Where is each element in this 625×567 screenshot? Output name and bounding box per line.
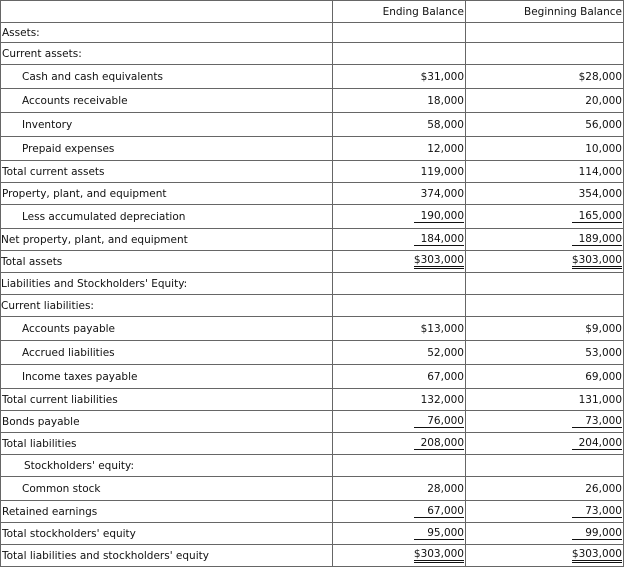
ending-value: 67,000 (333, 501, 466, 523)
beginning-value: 69,000 (466, 365, 624, 389)
beginning-value: $303,000 (466, 545, 624, 567)
header-ending-balance: Ending Balance (333, 1, 466, 23)
row-label: Assets: (1, 23, 333, 43)
row-label: Common stock (1, 477, 333, 501)
ending-value (333, 23, 466, 43)
ending-value: 208,000 (333, 433, 466, 455)
beginning-value: 10,000 (466, 137, 624, 161)
beginning-value: 20,000 (466, 89, 624, 113)
ending-value: 119,000 (333, 161, 466, 183)
beginning-value: 131,000 (466, 389, 624, 411)
beginning-value: 56,000 (466, 113, 624, 137)
table-row (1, 523, 624, 545)
header-label-cell (1, 1, 333, 23)
row-label: Liabilities and Stockholders' Equity: (1, 273, 333, 295)
row-label: Bonds payable (1, 411, 333, 433)
table-row (1, 501, 624, 523)
ending-value: 67,000 (333, 365, 466, 389)
beginning-value: 165,000 (466, 205, 624, 229)
ending-value (333, 43, 466, 65)
ending-value: $13,000 (333, 317, 466, 341)
row-label: Total assets (1, 251, 333, 273)
beginning-value: 99,000 (466, 523, 624, 545)
beginning-value: 114,000 (466, 161, 624, 183)
beginning-value: $303,000 (466, 251, 624, 273)
table-row (1, 43, 624, 65)
row-label: Current liabilities: (1, 295, 333, 317)
ending-value: 12,000 (333, 137, 466, 161)
ending-value: 58,000 (333, 113, 466, 137)
row-label: Prepaid expenses (1, 137, 333, 161)
row-label: Total liabilities (1, 433, 333, 455)
row-label: Total current assets (1, 161, 333, 183)
row-label: Property, plant, and equipment (1, 183, 333, 205)
row-label: Retained earnings (1, 501, 333, 523)
row-label: Total stockholders' equity (1, 523, 333, 545)
row-label: Accounts receivable (1, 89, 333, 113)
table-row (1, 137, 624, 161)
table-row (1, 341, 624, 365)
table-row (1, 205, 624, 229)
beginning-value (466, 455, 624, 477)
table-row (1, 161, 624, 183)
header-row (1, 1, 624, 23)
ending-value: 374,000 (333, 183, 466, 205)
beginning-value: 26,000 (466, 477, 624, 501)
table-row (1, 317, 624, 341)
table-row (1, 545, 624, 567)
header-beginning-balance: Beginning Balance (466, 1, 624, 23)
ending-value: $303,000 (333, 545, 466, 567)
ending-value: 28,000 (333, 477, 466, 501)
table-row (1, 183, 624, 205)
table-row (1, 455, 624, 477)
row-label: Current assets: (1, 43, 333, 65)
ending-value: 95,000 (333, 523, 466, 545)
ending-value (333, 295, 466, 317)
row-label: Total liabilities and stockholders' equity (1, 545, 333, 567)
ending-value: 184,000 (333, 229, 466, 251)
row-label: Less accumulated depreciation (1, 205, 333, 229)
beginning-value: 354,000 (466, 183, 624, 205)
row-label: Stockholders' equity: (1, 455, 333, 477)
table-row (1, 273, 624, 295)
ending-value: 190,000 (333, 205, 466, 229)
row-label: Cash and cash equivalents (1, 65, 333, 89)
beginning-value: $9,000 (466, 317, 624, 341)
ending-value (333, 455, 466, 477)
row-label: Total current liabilities (1, 389, 333, 411)
row-label: Income taxes payable (1, 365, 333, 389)
table-row (1, 433, 624, 455)
beginning-value: 53,000 (466, 341, 624, 365)
table-row (1, 89, 624, 113)
ending-value: 52,000 (333, 341, 466, 365)
ending-value (333, 273, 466, 295)
table-row (1, 113, 624, 137)
table-row (1, 477, 624, 501)
beginning-value: 204,000 (466, 433, 624, 455)
beginning-value: 73,000 (466, 501, 624, 523)
ending-value: $303,000 (333, 251, 466, 273)
ending-value: $31,000 (333, 65, 466, 89)
ending-value: 18,000 (333, 89, 466, 113)
table-row (1, 389, 624, 411)
row-label: Net property, plant, and equipment (1, 229, 333, 251)
table-row (1, 295, 624, 317)
table-row (1, 365, 624, 389)
table-row (1, 411, 624, 433)
beginning-value: $28,000 (466, 65, 624, 89)
ending-value: 76,000 (333, 411, 466, 433)
beginning-value (466, 23, 624, 43)
beginning-value (466, 295, 624, 317)
table-row (1, 229, 624, 251)
beginning-value: 189,000 (466, 229, 624, 251)
table-row (1, 251, 624, 273)
table-row (1, 65, 624, 89)
table-row (1, 23, 624, 43)
row-label: Accrued liabilities (1, 341, 333, 365)
row-label: Accounts payable (1, 317, 333, 341)
row-label: Inventory (1, 113, 333, 137)
beginning-value: 73,000 (466, 411, 624, 433)
ending-value: 132,000 (333, 389, 466, 411)
beginning-value (466, 273, 624, 295)
beginning-value (466, 43, 624, 65)
